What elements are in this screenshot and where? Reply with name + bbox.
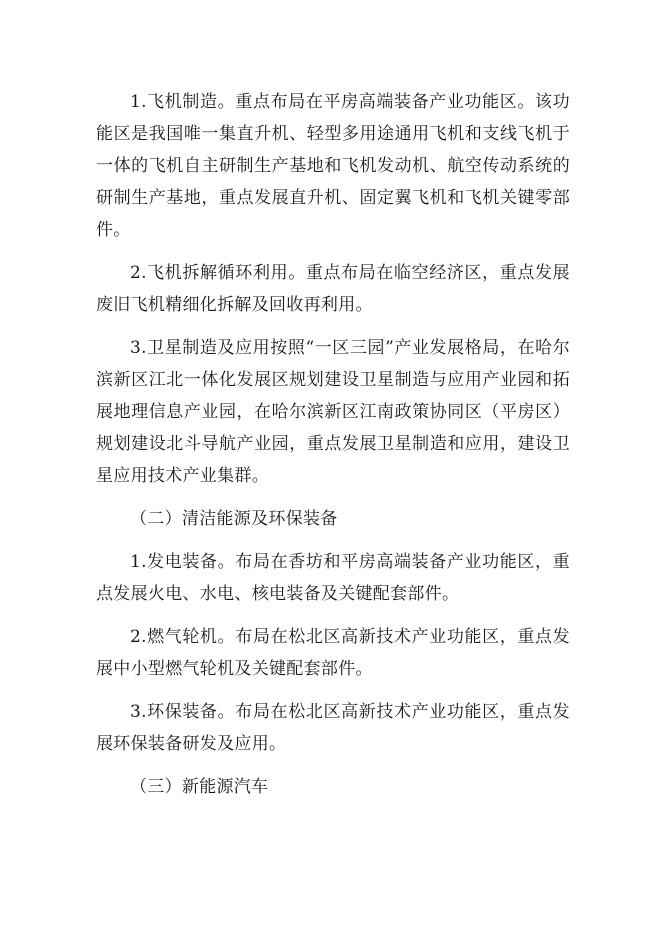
paragraph-satellite-manufacturing: 3.卫星制造及应用按照“一区三园”产业发展格局，在哈尔滨新区江北一体化发展区规划建设卫星制造与应用产业园和拓展地理信息产业园，在哈尔滨新区江南政策协同区（平房区）规划建设北斗导航产业园，重点发展卫星制造和应用，建设卫星应用技术产业集群。: [96, 338, 570, 486]
section-heading-clean-energy: （二）清洁能源及环保装备: [130, 509, 338, 529]
document-body: [96, 86, 570, 814]
paragraph-power-generation-equipment: 1.发电装备。布局在香坊和平房高端装备产业功能区，重点发展火电、水电、核电装备及关键配套部件。: [96, 552, 570, 604]
section-heading-new-energy-vehicles: （三）新能源汽车: [130, 777, 269, 797]
paragraph-aircraft-dismantling: 2.飞机拆解循环利用。重点布局在临空经济区，重点发展废旧飞机精细化拆解及回收再利用。: [96, 263, 570, 315]
paragraph-gas-turbine: 2.燃气轮机。布局在松北区高新技术产业功能区，重点发展中小型燃气轮机及关键配套部件。: [96, 627, 570, 679]
paragraph-aircraft-manufacturing: 1.飞机制造。重点布局在平房高端装备产业功能区。该功能区是我国唯一集直升机、轻型多用途通用飞机和支线飞机于一体的飞机自主研制生产基地和飞机发动机、航空传动系统的研制生产基地，重点发展直升机、固定翼飞机和飞机关键零部件。: [96, 92, 570, 240]
paragraph-environmental-equipment: 3.环保装备。布局在松北区高新技术产业功能区，重点发展环保装备研发及应用。: [96, 702, 570, 754]
